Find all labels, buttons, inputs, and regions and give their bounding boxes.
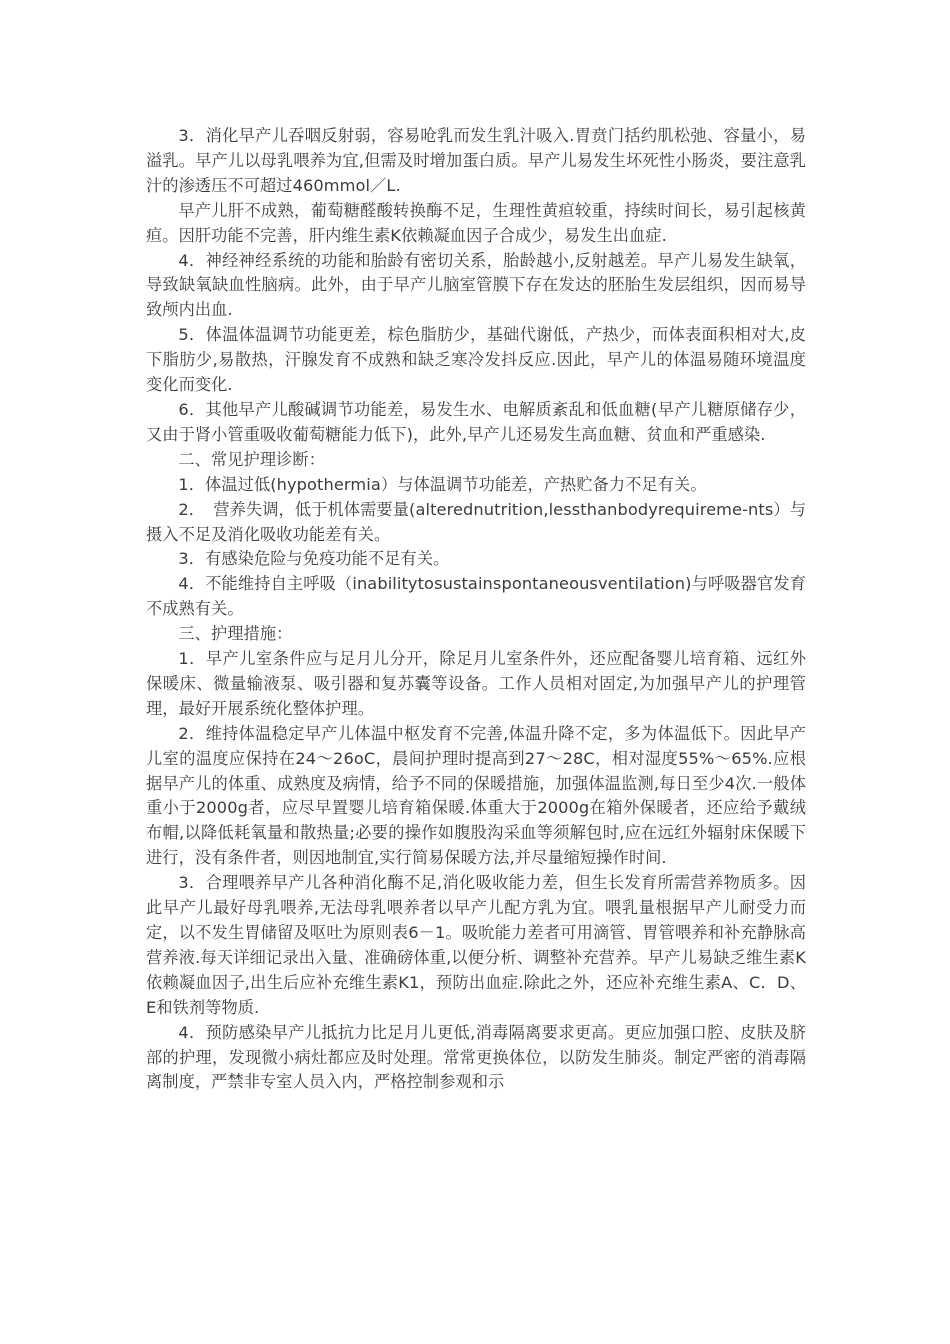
section-heading-measures: 三、护理措施： <box>178 624 293 644</box>
measure-item: 2．维持体温稳定早产儿体温中枢发育不完善,体温升降不定，多为体温低下。因此早产儿室的温度应保持在24～26oC，晨间护理时提高到27～28C，相对湿度55%～65%.应根据早产儿的体重、成熟度及病情，给予不同的保暖措施，加强体温监测,每日至少4次.一般体重小于2000g者，应尽早置婴儿培育箱保暖.体重大于2000g在箱外保暖者，还应给予戴绒布帽,以降低耗氧量和散热量;必要的操作如腹股沟采血等须解包时,应在远红外辐射床保暖下进行，没有条件者，则因地制宜,实行简易保暖方法,并尽量缩短操作时间. <box>146 723 806 868</box>
paragraph-liver: 早产儿肝不成熟，葡萄糖醛酸转换酶不足，生理性黄疸较重，持续时间长，易引起核黄疸。因肝功能不完善，肝内维生素K依赖凝血因子合成少，易发生出血症. <box>146 200 806 245</box>
diagnosis-item: 2． 营养失调，低于机体需要量(alterednutrition,lessthanbodyrequireme-nts）与摄入不足及消化吸收功能差有关。 <box>146 499 806 544</box>
section-heading-diagnosis: 二、常见护理诊断： <box>178 449 325 469</box>
paragraph-body-temperature: 5．体温体温调节功能更差，棕色脂肪少，基础代谢低，产热少，而体表面积相对大,皮下脂肪少,易散热，汗腺发育不成熟和缺乏寒冷发抖反应.因此，早产儿的体温易随环境温度变化而变化. <box>146 325 806 395</box>
measure-item: 4．预防感染早产儿抵抗力比足月儿更低,消毒隔离要求更高。更应加强口腔、皮肤及脐部的护理，发现微小病灶都应及时处理。常常更换体位，以防发生肺炎。制定严密的消毒隔离制度，严禁非专室人员入内，严格控制参观和示 <box>146 1022 806 1092</box>
paragraph-digestion: 3．消化早产儿吞咽反射弱，容易呛乳而发生乳汁吸入.胃贲门括约肌松弛、容量小，易溢乳。早产儿以母乳喂养为宜,但需及时增加蛋白质。早产儿易发生坏死性小肠炎，要注意乳汁的渗透压不可超过460mmol／L. <box>146 126 806 195</box>
measure-item: 1．早产儿室条件应与足月儿分开，除足月儿室条件外，还应配备婴儿培育箱、远红外保暖床、微量输液泵、吸引器和复苏囊等设备。工作人员相对固定,为加强早产儿的护理管理，最好开展系统化整体护理。 <box>146 649 806 718</box>
paragraph-nervous-system: 4．神经神经系统的功能和胎龄有密切关系，胎龄越小,反射越差。早产儿易发生缺氧，导致缺氧缺血性脑病。此外，由于早产儿脑室管膜下存在发达的胚胎生发层组织，因而易导致颅内出血. <box>146 250 806 320</box>
diagnosis-item: 3．有感染危险与免疫功能不足有关。 <box>178 549 450 569</box>
diagnosis-item: 1．体温过低(hypothermia）与体温调节功能差，产热贮备力不足有关。 <box>178 474 707 494</box>
diagnosis-item: 4．不能维持自主呼吸（inabilitytosustainspontaneousventilation)与呼吸器官发育不成熟有关。 <box>146 574 806 619</box>
document-body <box>146 124 806 1095</box>
measure-item: 3．合理喂养早产儿各种消化酶不足,消化吸收能力差，但生长发育所需营养物质多。因此早产儿最好母乳喂养,无法母乳喂养者以早产儿配方乳为宜。喂乳量根据早产儿耐受力而定，以不发生胃储留及呕吐为原则表6－1。吸吮能力差者可用滴管、胃管喂养和补充静脉高营养液.每天详细记录出入量、准确磅体重,以便分析、调整补充营养。早产儿易缺乏维生素K依赖凝血因子,出生后应补充维生素K1，预防出血症.除此之外，还应补充维生素A、C．D、E和铁剂等物质. <box>146 873 806 1017</box>
paragraph-other: 6．其他早产儿酸碱调节功能差，易发生水、电解质紊乱和低血糖(早产儿糖原储存少，又由于肾小管重吸收葡萄糖能力低下)，此外,早产儿还易发生高血糖、贫血和严重感染. <box>146 399 806 444</box>
